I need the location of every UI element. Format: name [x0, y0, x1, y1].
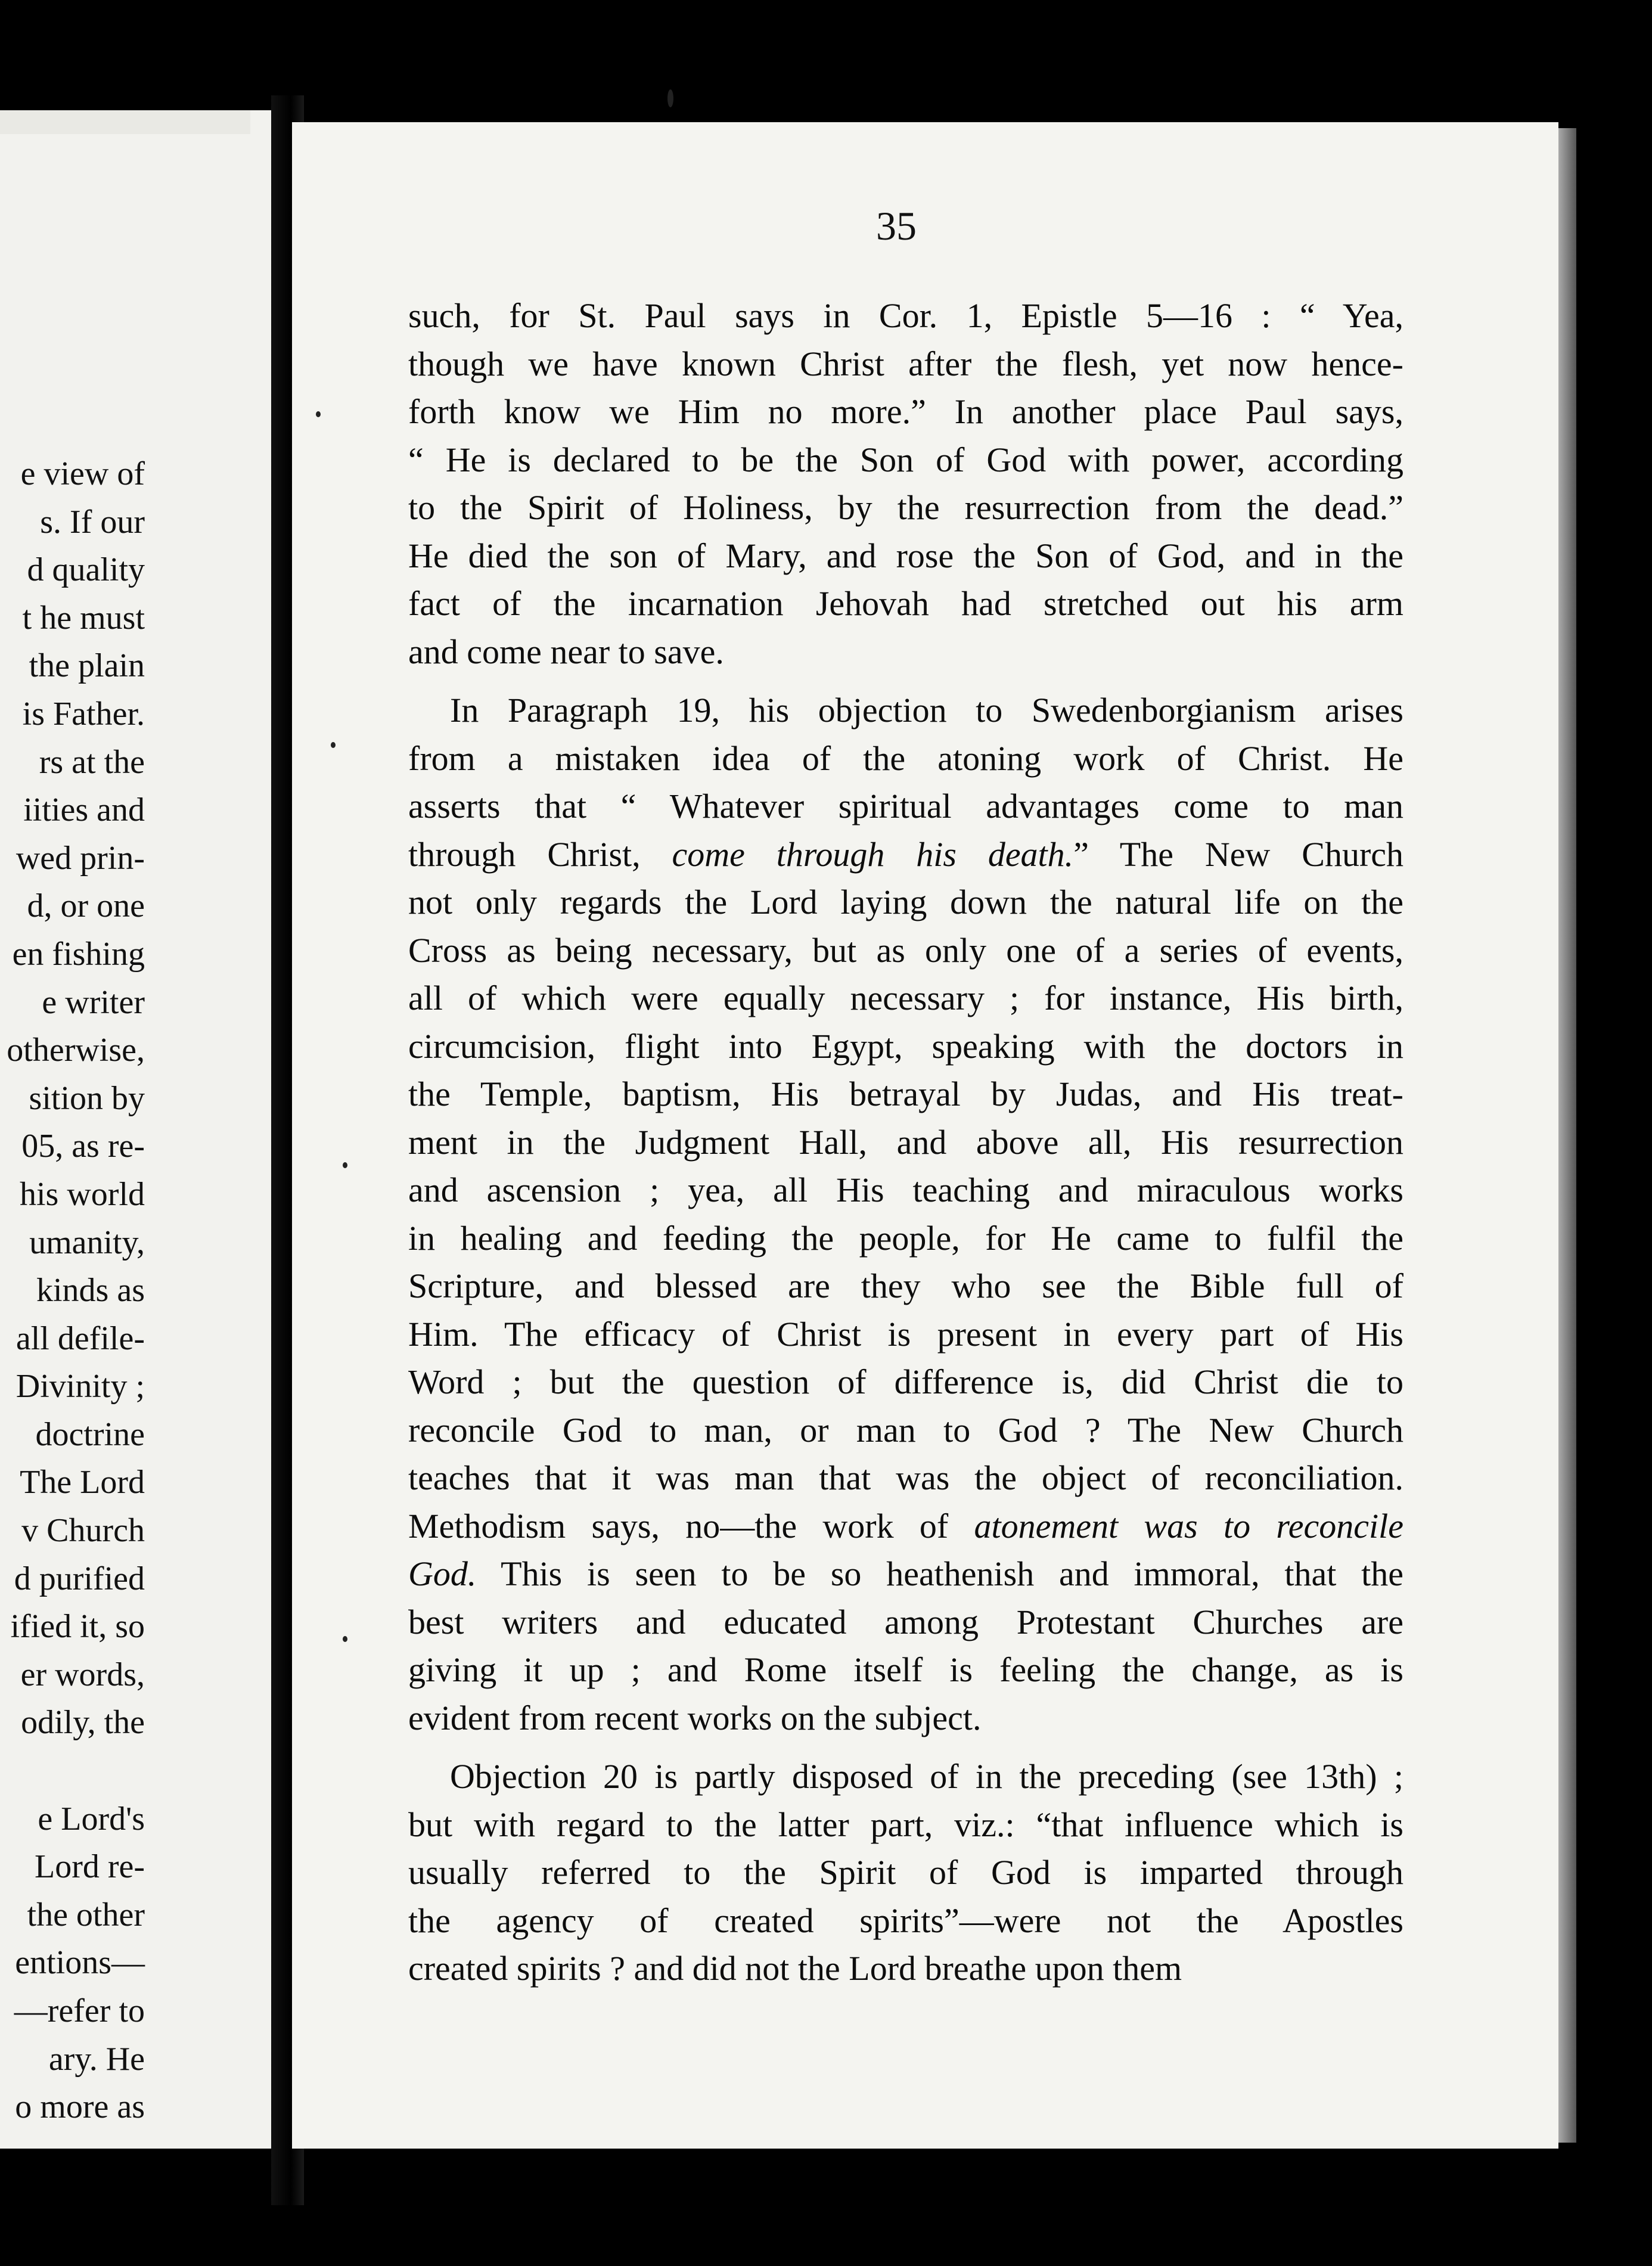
text-line [408, 831, 1403, 879]
left-page-line: rs at the [39, 743, 145, 781]
paragraph [408, 292, 1403, 676]
text-run: Cross as being necessary, but as only one of a series of events, [408, 930, 1403, 970]
text-run: Objection 20 is partly disposed of in the preceding (see 13th) ; [450, 1757, 1403, 1796]
page-number: 35 [876, 203, 917, 249]
text-run: ment in the Judgment Hall, and above all, His resurrection [408, 1122, 1403, 1162]
left-page-line: all defile- [15, 1320, 145, 1357]
text-line [408, 436, 1403, 485]
text-run: and come near to save. [408, 632, 724, 671]
text-line [408, 1358, 1403, 1407]
left-page-line: the other [27, 1896, 145, 1933]
text-line [408, 1694, 1403, 1743]
text-run: but with regard to the latter part, viz.: “that influence which is [408, 1805, 1403, 1844]
left-page-text-fragments [7, 450, 145, 2131]
italic-text: atonement was to reconcile [974, 1506, 1403, 1545]
left-page-line: wed prin- [15, 839, 145, 877]
text-line [408, 687, 1403, 735]
ink-speck [343, 1636, 347, 1642]
left-page-line: —refer to [14, 1992, 145, 2029]
left-page-line: d, or one [27, 887, 145, 925]
text-line [408, 1753, 1403, 1801]
text-run: usually referred to the Spirit of God is imparted through [408, 1853, 1403, 1892]
text-run: forth know we Him no more.” In another place Paul says, [408, 392, 1403, 431]
text-line [408, 974, 1403, 1023]
ink-speck [316, 411, 321, 417]
left-page-line: en fishing [12, 935, 145, 973]
text-run: created spirits ? and did not the Lord breathe upon them [408, 1949, 1182, 1988]
left-page-line: doctrine [35, 1416, 145, 1453]
text-line [408, 1215, 1403, 1263]
text-run: such, for St. Paul says in Cor. 1, Epistle 5—16 : “ Yea, [408, 296, 1403, 335]
left-page-line: iities and [23, 791, 145, 829]
left-page-line: 05, as re- [21, 1128, 145, 1165]
text-line [408, 628, 1403, 676]
left-page-line: Lord re- [34, 1848, 145, 1886]
body-text [408, 292, 1403, 1993]
text-line [408, 879, 1403, 927]
text-run: all of which were equally necessary ; for instance, His birth, [408, 979, 1403, 1017]
italic-text: come through his death. [672, 834, 1074, 874]
text-run: fact of the incarnation Jehovah had stretched out his arm [408, 584, 1403, 623]
text-line [408, 1945, 1403, 1993]
left-page-line: entions— [15, 1944, 145, 1982]
left-page-line: e view of [20, 455, 145, 492]
text-line [408, 340, 1403, 389]
text-run: from a mistaken idea of the atoning work of Christ. He [408, 738, 1403, 778]
page-edge [1558, 128, 1576, 2143]
left-page-line: v Church [21, 1512, 145, 1550]
text-line [408, 292, 1403, 340]
text-line [408, 1407, 1403, 1455]
left-page-line: sition by [29, 1079, 145, 1117]
text-run: and ascension ; yea, all His teaching and miraculous works [408, 1171, 1403, 1209]
paragraph [408, 1753, 1403, 1993]
text-line [408, 1598, 1403, 1647]
text-run: ” The New Church [1073, 834, 1404, 874]
text-run: giving it up ; and Rome itself is feeling the change, as is [408, 1650, 1403, 1689]
left-page-line: o more as [15, 2088, 145, 2126]
text-line [408, 484, 1403, 532]
text-line [408, 388, 1403, 436]
text-line [408, 1454, 1403, 1503]
left-page-line: d quality [27, 551, 145, 589]
text-run: in healing and feeding the people, for He came to fulfil the [408, 1218, 1403, 1258]
ink-speck [331, 742, 336, 748]
text-run: teaches that it was man that was the object of reconciliation. [408, 1458, 1403, 1497]
text-line [408, 1550, 1403, 1598]
left-page-line: er words, [20, 1656, 145, 1693]
text-run: reconcile God to man, or man to God ? The New Church [408, 1410, 1403, 1449]
left-page-line: Divinity ; [15, 1368, 145, 1405]
text-run: though we have known Christ after the flesh, yet now hence- [408, 344, 1403, 383]
text-run: circumcision, flight into Egypt, speaking with the doctors in [408, 1026, 1403, 1066]
text-line [408, 1023, 1403, 1071]
text-run: asserts that “ Whatever spiritual advantages come to man [408, 787, 1403, 825]
ink-speck [667, 89, 673, 107]
left-page-line: ified it, so [10, 1608, 145, 1646]
text-run: This is seen to be so heathenish and immoral, that the [476, 1554, 1403, 1593]
paragraph [408, 687, 1403, 1742]
text-line [408, 1070, 1403, 1119]
text-run: Methodism says, no—the work of [408, 1506, 974, 1545]
page-tab-strip [0, 110, 250, 134]
left-page-line [7, 1747, 145, 1795]
text-run: through Christ, [408, 834, 672, 874]
left-page-line: his world [20, 1175, 145, 1213]
text-run: the Temple, baptism, His betrayal by Judas, and His treat- [408, 1075, 1403, 1113]
text-run: Word ; but the question of difference is, did Christ die to [408, 1362, 1403, 1401]
text-line [408, 1801, 1403, 1849]
text-run: “ He is declared to be the Son of God with power, according [408, 440, 1403, 479]
text-line [408, 1119, 1403, 1167]
text-line [408, 580, 1403, 628]
left-page-line: the plain [29, 647, 145, 685]
left-page-line: otherwise, [7, 1032, 145, 1069]
left-page-line: s. If our [40, 503, 145, 541]
text-run: evident from recent works on the subject. [408, 1698, 982, 1737]
text-line [408, 532, 1403, 581]
left-page-line: ary. He [48, 2040, 145, 2078]
text-run: not only regards the Lord laying down the natural life on the [408, 883, 1403, 921]
text-run: to the Spirit of Holiness, by the resurrection from the dead.” [408, 488, 1403, 527]
text-line [408, 735, 1403, 783]
text-run: In Paragraph 19, his objection to Swedenborgianism arises [450, 691, 1403, 730]
text-line [408, 1849, 1403, 1897]
ink-speck [343, 1162, 347, 1168]
left-page-line: kinds as [36, 1272, 145, 1309]
left-page-line: The Lord [20, 1464, 145, 1501]
text-line [408, 1166, 1403, 1215]
left-page-line: e writer [42, 983, 145, 1021]
left-page-line: t he must [22, 599, 145, 637]
left-page-line: odily, the [21, 1704, 145, 1742]
text-run: Him. The efficacy of Christ is present in every part of His [408, 1314, 1403, 1354]
text-line [408, 1503, 1403, 1551]
text-run: He died the son of Mary, and rose the Son of God, and in the [408, 536, 1403, 575]
italic-text: God. [408, 1554, 477, 1593]
text-line [408, 1262, 1403, 1311]
text-run: the agency of created spirits”—were not the Apostles [408, 1901, 1403, 1940]
left-page-line: d purified [14, 1560, 145, 1597]
left-facing-page [0, 110, 271, 2149]
text-line [408, 927, 1403, 975]
left-page-line: e Lord's [38, 1800, 145, 1837]
left-page-line: umanity, [29, 1224, 145, 1261]
text-line [408, 1311, 1403, 1359]
text-run: best writers and educated among Protestant Churches are [408, 1602, 1403, 1641]
text-run: Scripture, and blessed are they who see the Bible full of [408, 1267, 1403, 1305]
text-line [408, 1646, 1403, 1694]
text-line [408, 783, 1403, 831]
text-line [408, 1897, 1403, 1945]
left-page-line: is Father. [22, 695, 145, 732]
